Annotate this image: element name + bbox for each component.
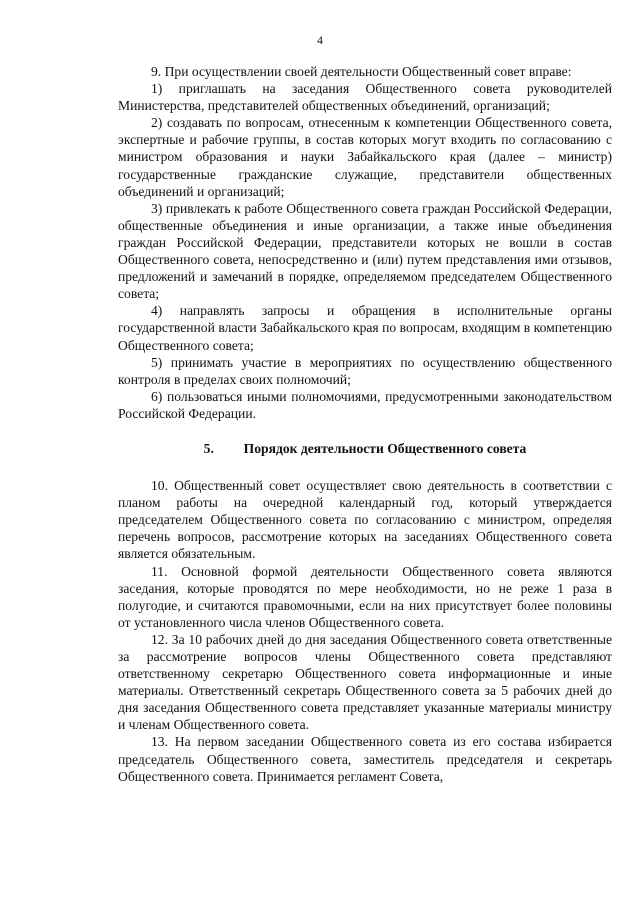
paragraph-10: 10. Общественный совет осуществляет свою деятельность в соответствии с планом работы на очередной календарный год, который утверждается председателем Общественного совета по согласованию с министром, определяя перечень вопросов, рассмотрение которых на заседаниях Общественного совета является обязательным. (118, 478, 612, 562)
list-item-5: 5) принимать участие в мероприятиях по осуществлению общественного контроля в пределах своих полномочий; (118, 354, 612, 387)
page-number: 4 (317, 33, 323, 47)
paragraph-12: 12. За 10 рабочих дней до дня заседания Общественного совета ответственные за рассмотрение вопросов члены Общественного совета представляют ответственному секретарю Общественного совета информационные и иные материалы. Ответственный секретарь Общественного совета за 5 рабочих дней до дня заседания Общественного совета представляет указанные материалы министру и членам Общественного совета. (118, 631, 612, 733)
section-heading (118, 440, 612, 457)
list-item-4: 4) направлять запросы и обращения в исполнительные органы государственной власти Забайкальского края по вопросам, входящим в компетенцию Общественного совета; (118, 303, 612, 353)
paragraph-13: 13. На первом заседании Общественного совета из его состава избирается председатель Общественного совета, заместитель председателя и секретарь Общественного совета. Принимается регламент Совета, (118, 734, 612, 784)
list-item-6: 6) пользоваться иными полномочиями, предусмотренными законодательством Российской Федерации. (118, 388, 612, 421)
list-item-3: 3) привлекать к работе Общественного совета граждан Российской Федерации, общественные объединения и иные организации, а также иные объединения граждан Российской Федерации, представители которых не вошли в состав Общественного совета, непосредственно и (или) путем представления ими отзывов, предложений и замечаний в порядке, определяемом председателем Общественного совета; (118, 200, 612, 302)
list-item-2: 2) создавать по вопросам, отнесенным к компетенции Общественного совета, экспертные и рабочие группы, в состав которых могут входить по согласованию с министром образования и науки Забайкальского края (далее – министр) государственные гражданские служащие, представители общественных объединений и организаций; (118, 115, 612, 199)
document-body (118, 63, 612, 785)
list-item-1: 1) приглашать на заседания Общественного совета руководителей Министерства, представителей общественных объединений, организаций; (118, 81, 612, 114)
section-number: 5. (203, 440, 214, 456)
paragraph-11: 11. Основной формой деятельности Общественного совета являются заседания, которые проводятся по мере необходимости, но не реже 1 раза в полугодие, и считаются правомочными, если на них присутствует более половины от установленного числа членов Общественного совета. (118, 563, 612, 630)
paragraph-9-intro: 9. При осуществлении своей деятельности Общественный совет вправе: (151, 64, 572, 79)
section-title: Порядок деятельности Общественного совета (243, 440, 527, 456)
